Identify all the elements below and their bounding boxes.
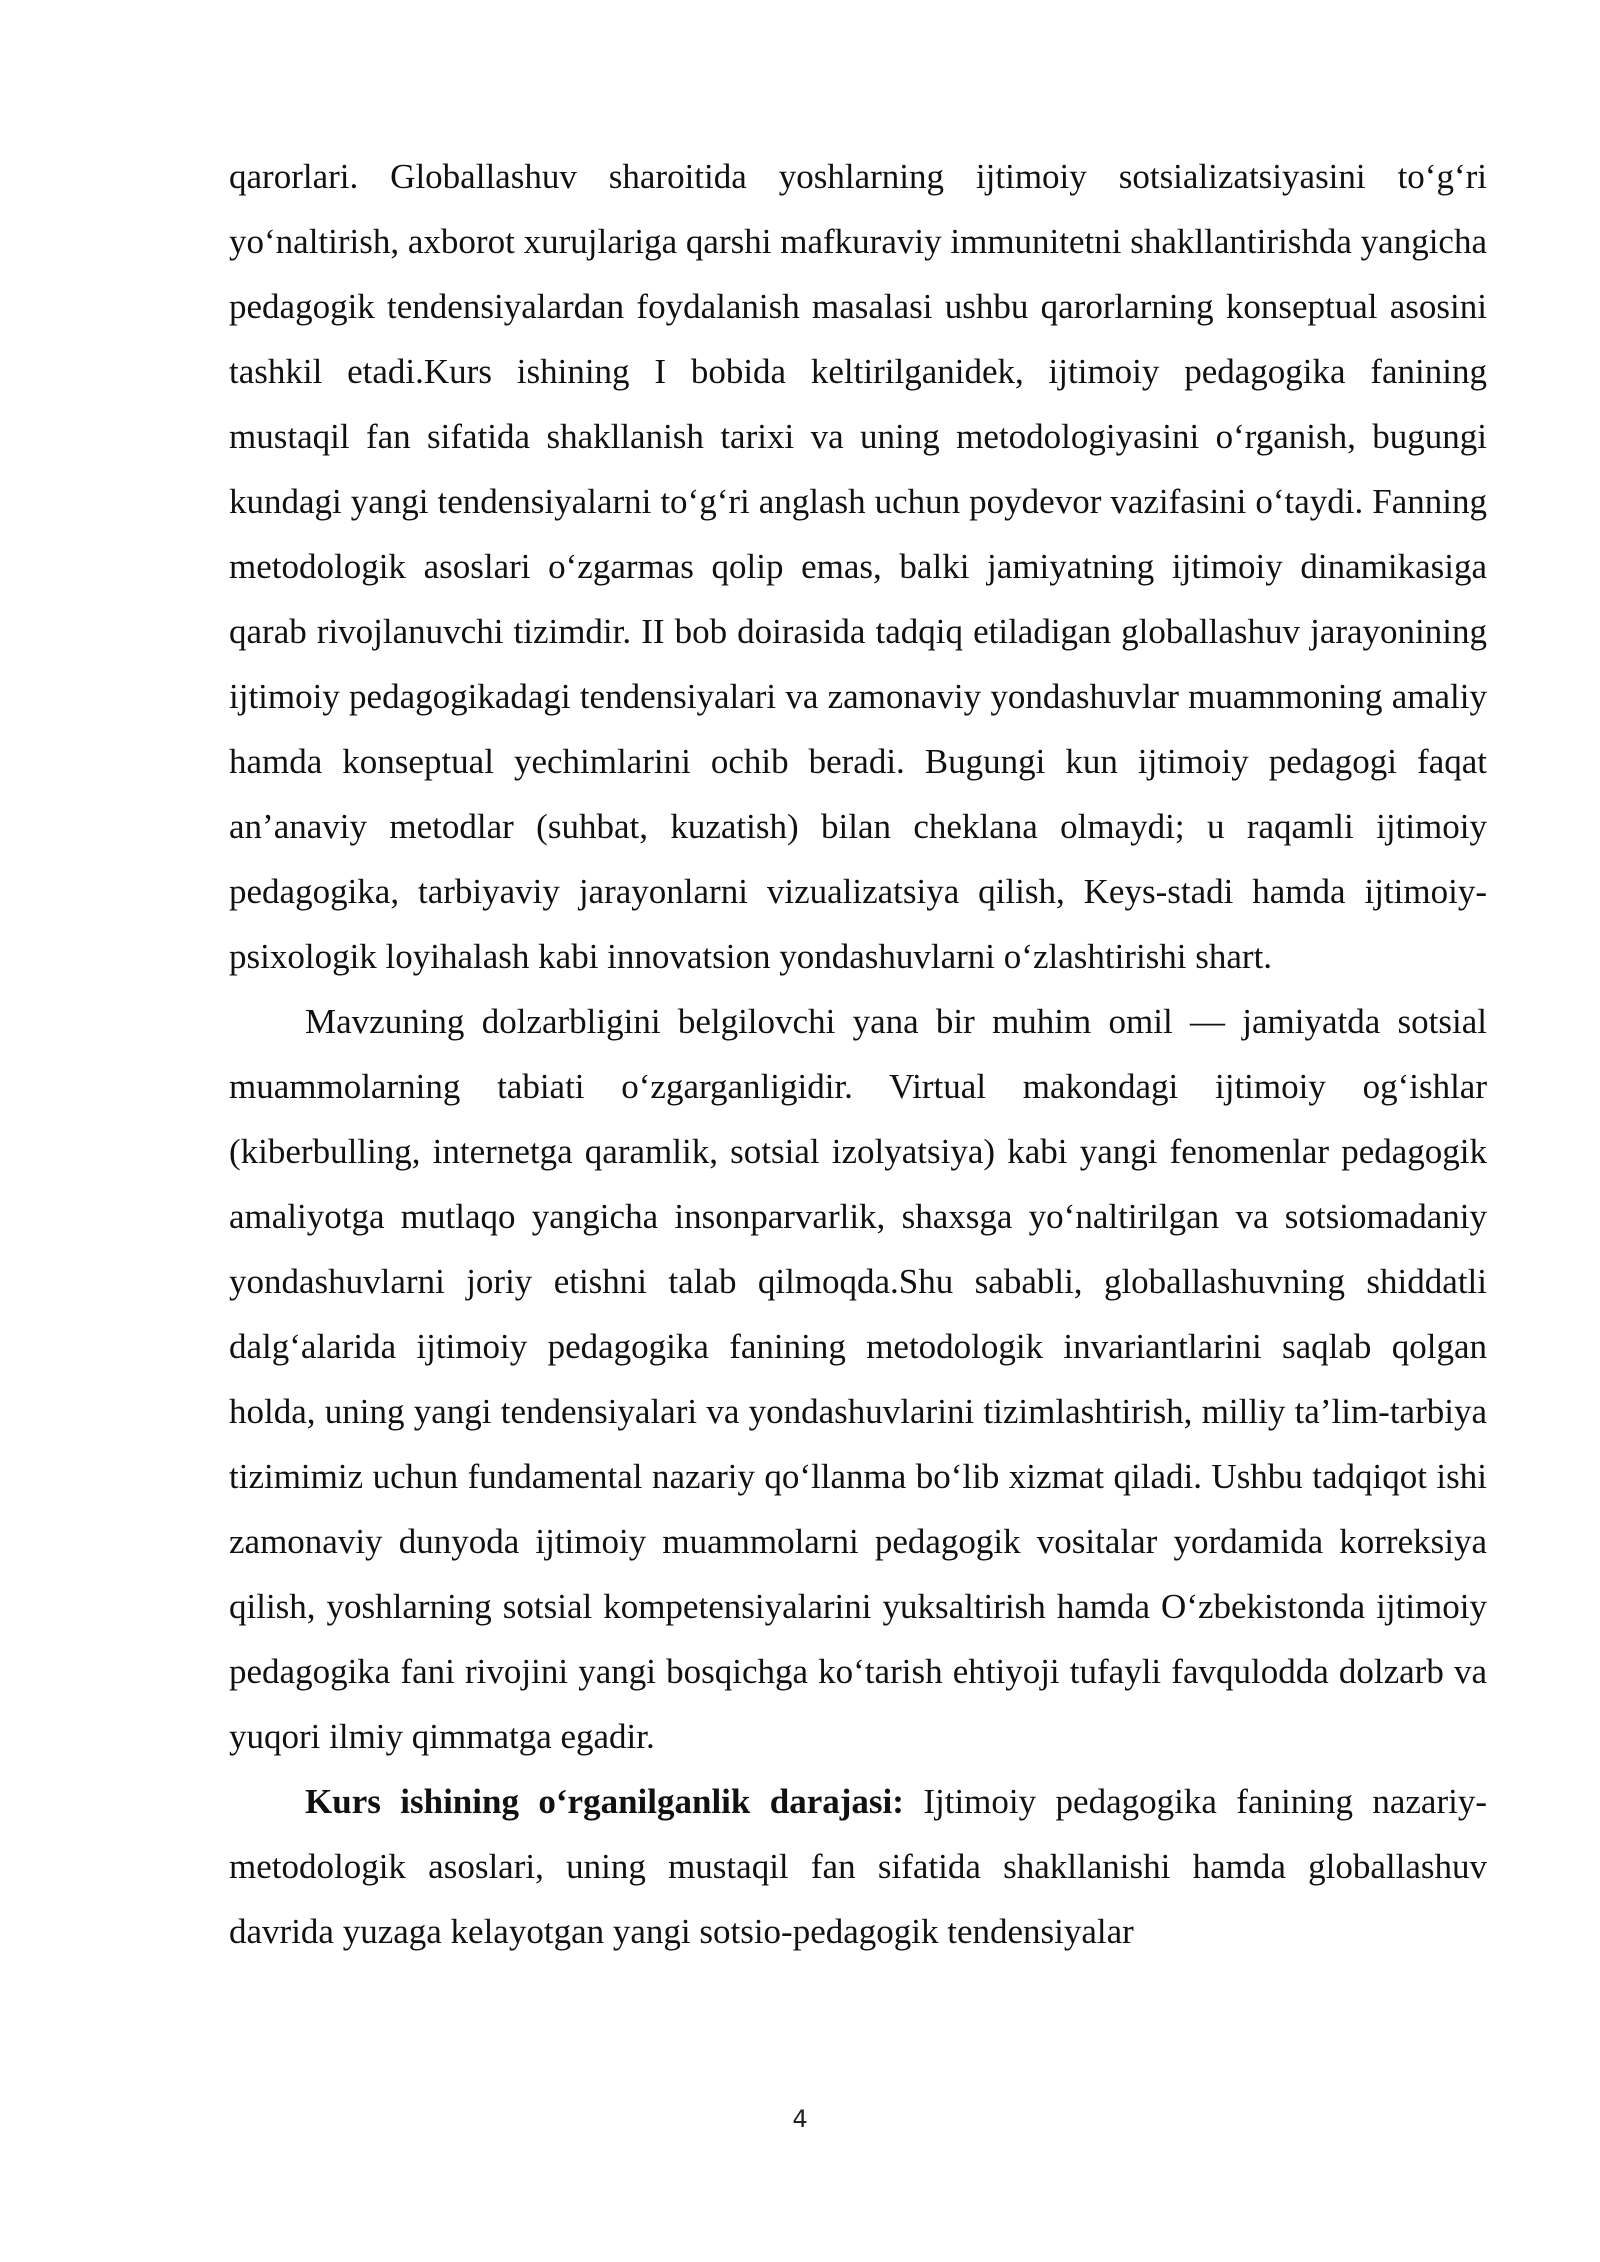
paragraph-heading: Kurs ishining o‘rganilganlik darajasi: xyxy=(305,1782,904,1821)
page-number: 4 xyxy=(792,2105,808,2133)
paragraph-continuation xyxy=(229,144,1487,989)
body-text xyxy=(229,144,1487,1964)
paragraph-research-level xyxy=(229,1769,1487,1964)
paragraph-text: qarorlari. Globallashuv sharoitida yoshlarning ijtimoiy sotsializatsiyasini to‘g‘ri yo‘naltirish, axborot xurujlariga qarshi mafkuraviy immunitetni shakllantirishda yangicha pedagogik tendensiyalardan foydalanish masalasi ushbu qarorlarning konseptual asosini tashkil etadi.Kurs ishining I bobida keltirilganidek, ijtimoiy pedagogika fanining mustaqil fan sifatida shakllanish tarixi va uning metodologiyasini o‘rganish, bugungi kundagi yangi tendensiyalarni to‘g‘ri anglash uchun poydevor vazifasini o‘taydi. Fanning metodologik asoslari o‘zgarmas qolip emas, balki jamiyatning ijtimoiy dinamikasiga qarab rivojlanuvchi tizimdir. II bob doirasida tadqiq etiladigan globallashuv jarayonining ijtimoiy pedagogikadagi tendensiyalari va zamonaviy yondashuvlar muammoning amaliy hamda konseptual yechimlarini ochib beradi. Bugungi kun ijtimoiy pedagogi faqat an’anaviy metodlar (suhbat, kuzatish) bilan cheklana olmaydi; u raqamli ijtimoiy pedagogika, tarbiyaviy jarayonlarni vizualizatsiya qilish, Keys-stadi hamda ijtimoiy-psixologik loyihalash kabi innovatsion yondashuvlarni o‘zlashtirishi shart. xyxy=(229,157,1487,976)
paragraph-text: Ijtimoiy pedagogika fanining nazariy-metodologik asoslari, uning mustaqil fan sifatida shakllanishi hamda globallashuv davrida yuzaga kelayotgan yangi sotsio-pedagogik tendensiyalar xyxy=(229,1782,1487,1951)
paragraph-text: Mavzuning dolzarbligini belgilovchi yana bir muhim omil — jamiyatda sotsial muammolarning tabiati o‘zgarganligidir. Virtual makondagi ijtimoiy og‘ishlar (kiberbulling, internetga qaramlik, sotsial izolyatsiya) kabi yangi fenomenlar pedagogik amaliyotga mutlaqo yangicha insonparvarlik, shaxsga yo‘naltirilgan va sotsiomadaniy yondashuvlarni joriy etishni talab qilmoqda.Shu sababli, globallashuvning shiddatli dalg‘alarida ijtimoiy pedagogika fanining metodologik invariantlarini saqlab qolgan holda, uning yangi tendensiyalari va yondashuvlarini tizimlashtirish, milliy ta’lim-tarbiya tizimimiz uchun fundamental nazariy qo‘llanma bo‘lib xizmat qiladi. Ushbu tadqiqot ishi zamonaviy dunyoda ijtimoiy muammolarni pedagogik vositalar yordamida korreksiya qilish, yoshlarning sotsial kompetensiyalarini yuksaltirish hamda O‘zbekistonda ijtimoiy pedagogika fani rivojini yangi bosqichga ko‘tarish ehtiyoji tufayli favqulodda dolzarb va yuqori ilmiy qimmatga egadir. xyxy=(229,1002,1487,1756)
paragraph-relevance xyxy=(229,989,1487,1769)
